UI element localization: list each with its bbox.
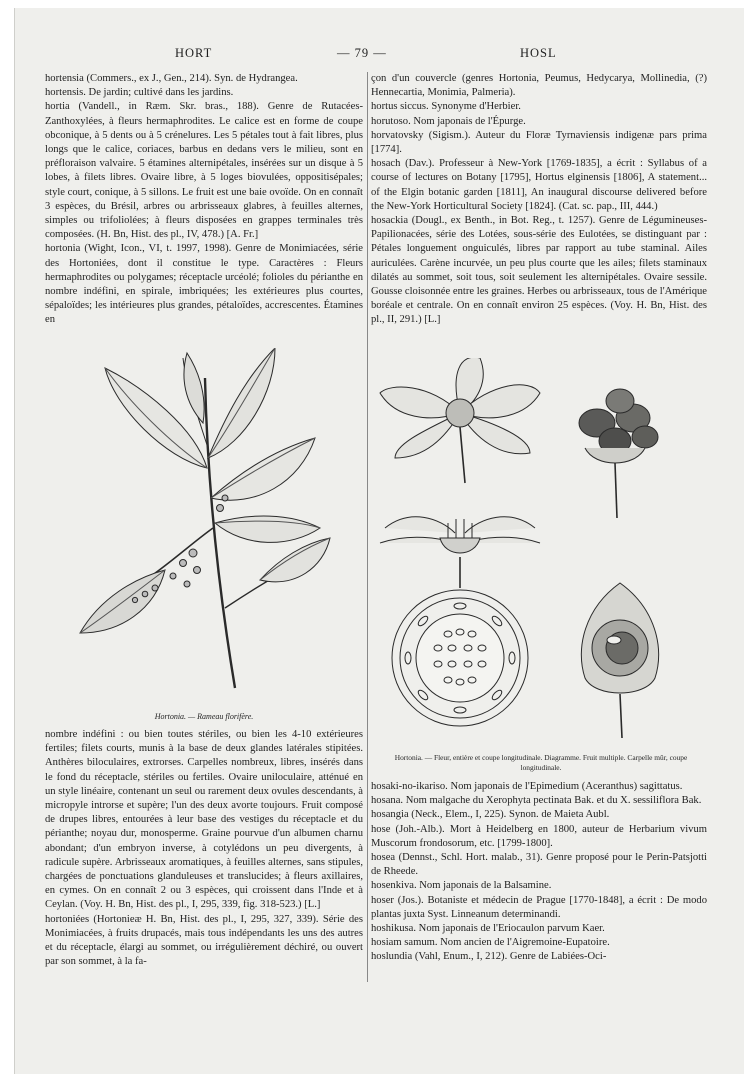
entry-hoslundia: hoslundia (Vahl, Enum., I, 212). Genre de Labiées-Oci- <box>371 951 607 963</box>
entry-hose: hose (Joh.-Alb.). Mort à Heidelberg en 1800, auteur de Herbarium vivum Muscorum frondosorum, etc. [1799-1800]. <box>371 823 707 849</box>
column-divider <box>367 72 368 982</box>
carpel-section <box>581 583 658 738</box>
running-head-right: HOSL <box>520 46 557 60</box>
running-head <box>15 46 744 66</box>
figure-hortonia-flower <box>375 358 705 748</box>
entry-hortoniees: hortoniées (Hortonieæ H. Bn, Hist. des pl., I, 295, 327, 339). Série des Monimiacées, à fruits drupacés, mais tous indépendants les uns des autres et du réceptacle, élargi au sommet, ou irrégulièrement déchiré, ou ouvert par son sommet, à la fa- <box>45 913 363 968</box>
entry-hortoniees-continued: çon d'un couvercle (genres Hortonia, Peumus, Hedycarya, Mollinedia, (?) Hennecartia, Monimia, Palmeria). <box>371 73 707 99</box>
right-column-top <box>371 72 707 328</box>
entry-hosangia: hosangia (Neck., Elem., I, 225). Synon. de Maieta Aubl. <box>371 809 610 821</box>
entry-horvatovsky: horvatovsky (Sigism.). Auteur du Floræ Tyrnaviensis indigenæ pars prima [1774]. <box>371 129 707 156</box>
entry-hortonia-continued: nombre indéfini : ou bien toutes stériles, ou bien les 4-10 extérieures fertiles; filets courts, munis à la base de deux glandes latérales stipitées. Anthères biloculaires, extrorses. Carpelles nombreux, libres, insérés dans le fond du réceptacle, stériles ou fertiles. Ovaire uniloculaire, atténué en un style linéaire, contenant un seul ou rarement deux ovules descendants, à micropyle introrse et supère; l'un des deux avorte toujours. Fruit composé de drupes libres, entourées à leur base des vestiges du réceptacle et du périanthe; noyau dur, monosperme. Graine pourvue d'un albumen charnu abondant; d'un embryon inverse, à cotylédons un peu divergents, à radicule supère. Arbrisseaux aromatiques, à feuilles alternes, sans stipules, chargées de ponctuations glanduleuses et translucides; à fleurs axillaires, en cymes. On en connaît 2 ou 3 espèces, qui croissent dans l'Inde et à Ceylan. (Voy. H. Bn, Hist. des pl., I, 295, 339, fig. 318-523.) [L.] <box>45 729 364 911</box>
entry-hortus-siccus: hortus siccus. Synonyme d'Herbier. <box>371 101 521 113</box>
floral-diagram <box>392 590 528 726</box>
entry-hortensis: hortensis. De jardin; cultivé dans les jardins. <box>45 87 234 99</box>
entry-hortonia: hortonia (Wight, Icon., VI, t. 1997, 1998). Genre de Monimiacées, série des Hortoniées, dont il constitue le type. Caractères : Fleurs hermaphrodites ou polygames; réceptacle urcéolé; folioles du périanthe en nombre indéfini, en spirale, imbriquées; les extérieures plus courtes, sépaloïdes; les intérieures plus grandes, pétaloïdes, accrescentes. Étamines en <box>45 243 363 326</box>
entry-hosackia: hosackia (Dougl., ex Benth., in Bot. Reg., t. 1257). Genre de Légumineuses-Papilionacées, série des Lotées, sous-série des Eulotées, se distinguant par : Pétales longuement onguiculés, libres par rapport au tube staminal. Ailes auriculées. Carène incurvée, un peu plus courte que les ailes; filets staminaux dilatés au sommet, soit tous, soit seulement les alternipétales. Ovaire sessile. Gousse cloisonnée entre les graines. Herbes ou arbrisseaux, tous de l'Amérique boréale et centrale. On en connaît environ 25 espèces. (Voy. H. Bn, Hist. des pl., II, 291.) [L.] <box>371 215 707 326</box>
flower-section <box>380 517 540 588</box>
entry-hosaki-no-ikariso: hosaki-no-ikariso. Nom japonais de l'Epimedium (Aceranthus) sagittatus. <box>371 781 683 792</box>
entry-hoshikusa: hoshikusa. Nom japonais de l'Eriocaulon parvum Kaer. <box>371 923 605 935</box>
entry-hosea: hosea (Dennst., Schl. Hort. malab., 31). Genre proposé pour le Perin-Patsjotti de Rheede. <box>371 852 707 878</box>
branch-illustration <box>75 348 335 708</box>
page-number: — 79 — <box>337 46 387 60</box>
entry-horutoso: horutoso. Nom japonais de l'Épurge. <box>371 115 526 127</box>
left-column-top <box>45 72 363 328</box>
figure-hortonia-branch <box>75 348 335 718</box>
flower-entire <box>380 358 540 483</box>
figure-caption-left: Hortonia. — Rameau florifère. <box>154 712 254 721</box>
entry-hosana: hosana. Nom malgache du Xerophyta pectinata Bak. et du X. sessiliflora Bak. <box>371 795 702 807</box>
left-column-bottom <box>45 728 363 969</box>
entry-hoser: hoser (Jos.). Botaniste et médecin de Prague [1770-1848], a écrit : De modo plantas juxta Syst. Linneanum determinandi. <box>371 894 707 920</box>
right-column-bottom <box>371 780 707 965</box>
entry-hosenkiva: hosenkiva. Nom japonais de la Balsamine. <box>371 880 552 892</box>
entry-hortia: hortia (Vandell., in Ræm. Skr. bras., 188). Genre de Rutacées-Zanthoxylées, à fleurs hermaphrodites. Le calice est en forme de coupe obconique, à 5 dents ou à 5 crénelures. Les 5 pétales tout à fait libres, plus longs que le calice, coriaces, barbus en dedans vers le milieu, sont en préfloraison valvaire. 5 étamines alternipétales, insérées sur un disque à 5 lobes, à filets libres. Ovaire libre, à 5 loges biovulées, oppositisépales; style court, conique, à 5 sillons. Le fruit est une baie ovoïde. On en connaît 3 espèces, du Brésil, arbres ou arbrisseaux glabres, à feuilles alternes, simples ou trifoliolées; à fleurs disposées en grappes terminales très composées. (H. Bn, Hist. des pl., IV, 478.) [A. Fr.] <box>45 101 363 241</box>
dictionary-page <box>14 8 744 1074</box>
entry-hosiam-samum: hosiam samum. Nom ancien de l'Aigremoine-Eupatoire. <box>371 937 610 949</box>
entry-hortensia-genus: hortensia (Commers., ex J., Gen., 214). Syn. de Hydrangea. <box>45 73 298 84</box>
entry-hosach: hosach (Dav.). Professeur à New-York [1769-1835], a écrit : Syllabus of a course of lectures on Botany [1795], Hortus elginensis [1806], A statement... of the Elgin botanic garden [1811], An inaugural discourse delivered before the New-York Horticultural Society [1824]. (Cat. sc. pap., III, 444.) <box>371 158 707 212</box>
figure-caption-right: Hortonia. — Fleur, entière et coupe longitudinale. Diagramme. Fruit multiple. Carpelle mûr, coupe longitudinale. <box>394 753 688 772</box>
running-head-left: HORT <box>175 46 213 60</box>
flower-illustrations <box>375 358 705 748</box>
fruit-multiple <box>579 389 658 518</box>
